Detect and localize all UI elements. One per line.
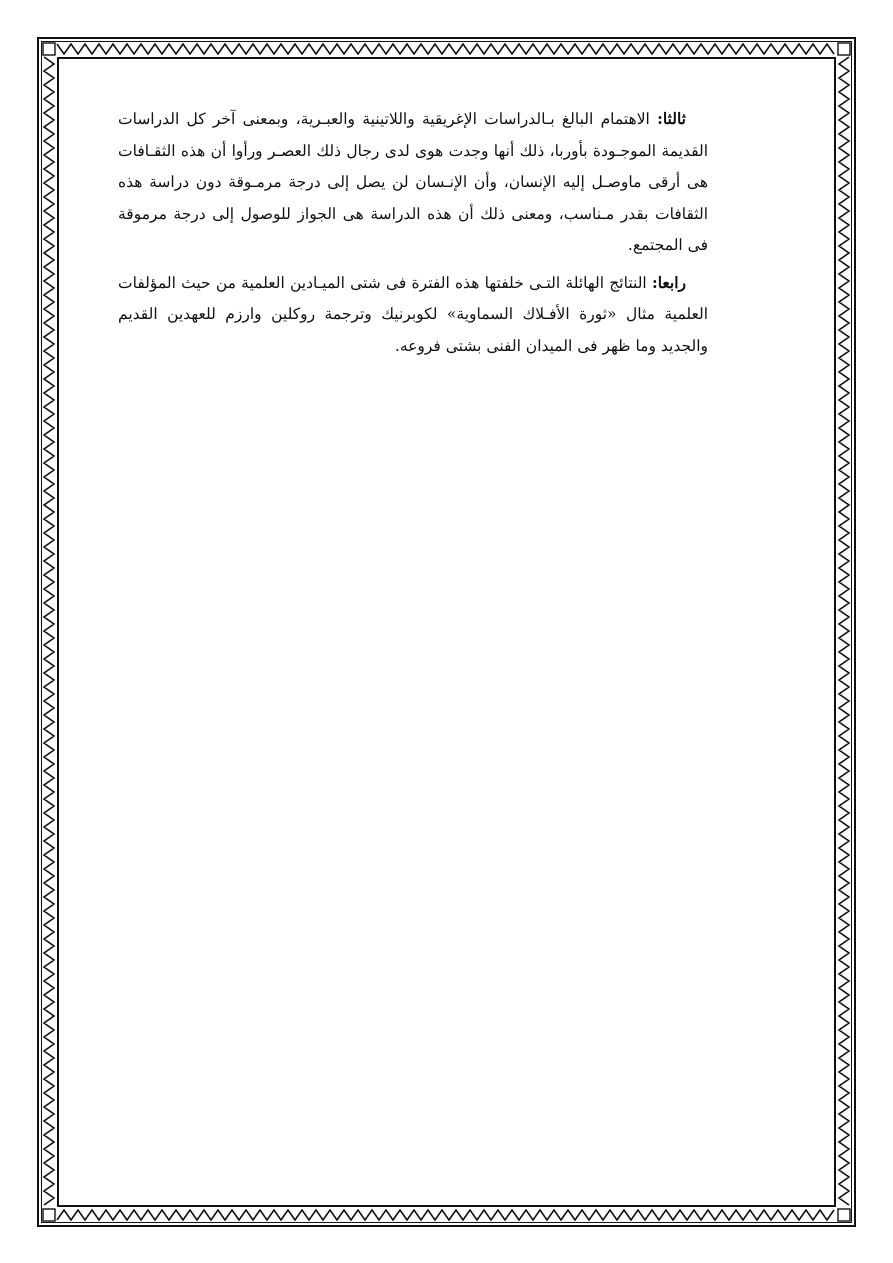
- paragraph-lead: ثالثا:: [657, 109, 686, 128]
- border-corner: [838, 1209, 850, 1221]
- border-corner: [43, 1209, 55, 1221]
- paragraph-third: [118, 103, 708, 262]
- paragraph-lead: رابعا:: [651, 272, 686, 292]
- paragraph-fourth: [118, 267, 708, 363]
- document-body: [118, 103, 708, 367]
- border-corner: [838, 43, 850, 55]
- border-corner: [43, 43, 55, 55]
- paragraph-text: الاهتمام البالغ بـالدراسات الإغريقية واللاتينية والعبـرية، وبمعنى آخر كل الدراسات القديمة الموجـودة بأوربا، ذلك أنها وجدت هوى لدى رجال ذلك العصـر ورأوا أن هذه الثقـافات هى أرقى ماوصـل إليه الإنسان، وأن الإنـسان لن يصل إلى درجة مرمـوقة دون دراسة هذه الثقافات بقدر مـناسب، ومعنى ذلك أن هذه الدراسة هى الجواز للوصول إلى درجة مرموقة فى المجتمع.: [118, 110, 708, 254]
- paragraph-text: النتائج الهائلة التـى خلفتها هذه الفترة فى شتى الميـادين العلمية من حيث المؤلفات العلمية مثال «ثورة الأفـلاك السماوية» لكوبرنيك وترجمة روكلين وارزم للعهدين القديم والجديد وما ظهر فى الميدان الفنى بشتى فروعه.: [118, 273, 708, 355]
